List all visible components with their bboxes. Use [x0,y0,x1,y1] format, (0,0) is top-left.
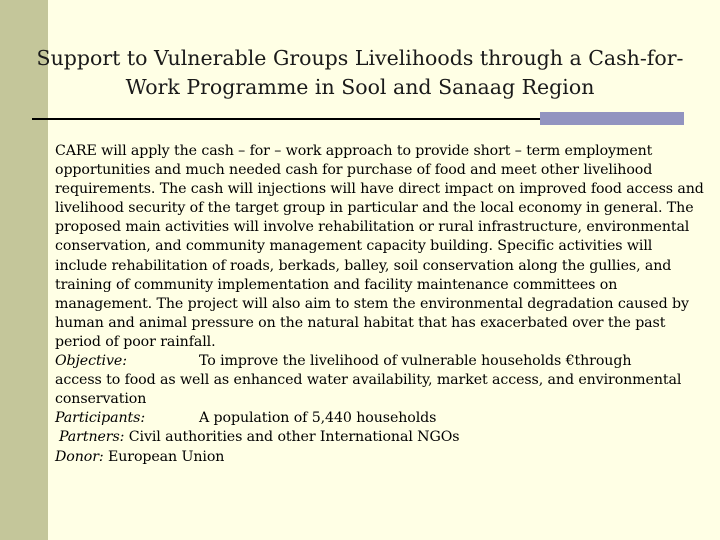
participants-row [55,409,705,428]
objective-label: Objective: [55,353,127,370]
objective-row [55,352,705,371]
donor-label: Donor: [55,448,104,465]
partners-value: Civil authorities and other International NGOs [128,429,460,446]
slide-body [55,142,705,467]
slide-title: Support to Vulnerable Groups Livelihoods through a Cash-for-Work Programme in Sool and Sanaag Region [36,46,684,99]
partners-label: Partners: [59,429,125,446]
donor-row [55,448,705,467]
participants-label: Participants: [55,410,146,427]
objective-value-first-line: To improve the livelihood of vulnerable households €through [199,353,632,370]
partners-row [55,428,705,447]
objective-value-continued: access to food as well as enhanced water availability, market access, and environmental conservation [55,372,682,408]
participants-value: A population of 5,440 households [199,410,437,427]
donor-value: European Union [107,448,225,465]
description-paragraph: CARE will apply the cash – for – work approach to provide short – term employment opportunities and much needed cash for purchase of food and meet other livelihood requirements. The cash will injections will have direct impact on improved food access and livelihood security of the target group in particular and the local economy in general. The proposed main activities will involve rehabilitation or rural infrastructure, environmental conservation, and community management capacity building. Specific activities will include rehabilitation of roads, berkads, balley, soil conservation along the gullies, and training of community implementation and facility maintenance committees on management. The project will also aim to stem the environmental degradation caused by human and animal pressure on the natural habitat that has exacerbated over the past period of poor rainfall. [55,143,704,350]
title-divider-accent [540,112,684,125]
